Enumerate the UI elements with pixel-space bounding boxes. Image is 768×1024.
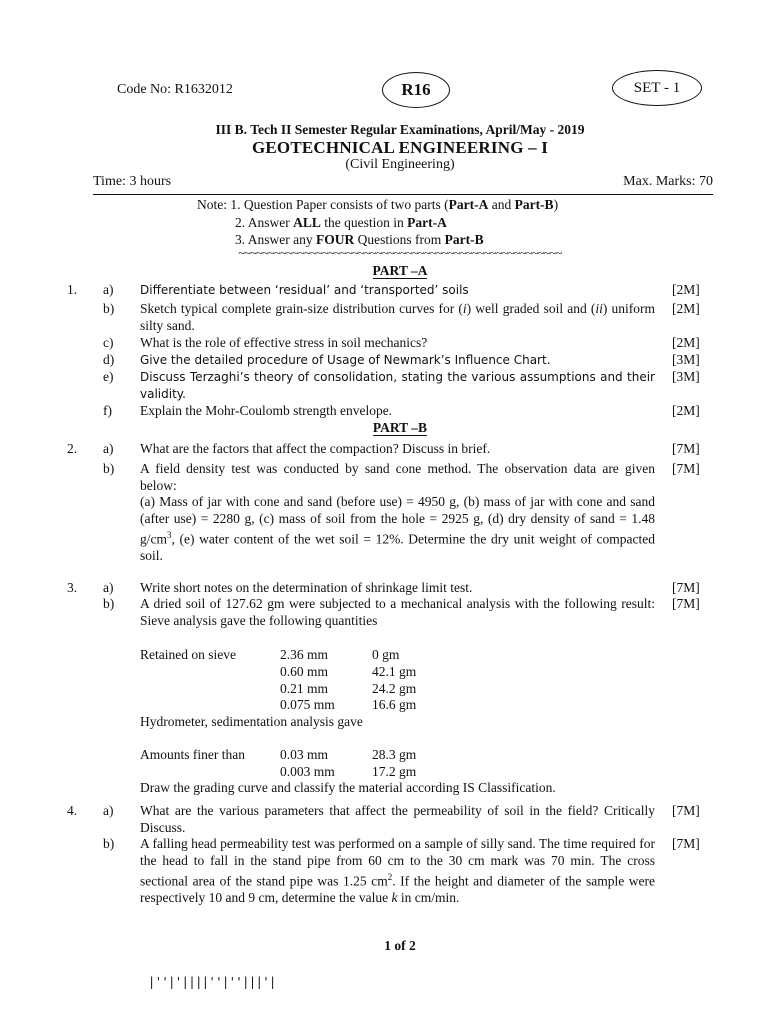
- note-line-1: [197, 196, 558, 214]
- subquestion-label: a): [103, 803, 114, 818]
- text-italic: k: [391, 890, 398, 905]
- note-text: Questions from: [354, 232, 445, 247]
- regulation-badge: R16: [382, 72, 450, 108]
- note-bold: Part-A: [448, 197, 489, 212]
- time-allowed: Time: 3 hours: [93, 174, 172, 189]
- subquestion-label: b): [103, 301, 115, 316]
- hydrometer-text: Hydrometer, sedimentation analysis gave: [140, 714, 363, 729]
- sieve-size: 0.60 mm: [280, 664, 329, 679]
- subquestion-label: b): [103, 596, 115, 611]
- question-number: 3.: [67, 580, 78, 595]
- note-text: 2. Answer: [235, 214, 294, 230]
- subject-title: GEOTECHNICAL ENGINEERING – I: [251, 138, 549, 157]
- question-marks: [7M]: [672, 580, 700, 595]
- question-text: Differentiate between ‘residual’ and ‘transported’ soils: [140, 283, 469, 297]
- question-marks: [3M]: [672, 352, 700, 367]
- subquestion-label: b): [103, 836, 115, 851]
- superscript: 2: [387, 872, 393, 882]
- note-text: ): [553, 197, 559, 212]
- subquestion-label: a): [103, 441, 114, 456]
- question-marks: [7M]: [672, 461, 700, 476]
- note-bold: ALL: [293, 214, 321, 230]
- separator-line: ~~~~~~~~~~~~~~~~~~~~~~~~~~~~~~~~~~~~~~~~~~~~~~~~~~~~~~: [238, 246, 562, 260]
- question-text: Write short notes on the determination of shrinkage limit test.: [140, 580, 473, 595]
- question-number: 1.: [67, 282, 78, 297]
- question-marks: [2M]: [672, 301, 700, 316]
- subquestion-label: b): [103, 461, 115, 476]
- sieve-mass: 0 gm: [372, 647, 400, 662]
- question-text: What are the various parameters that affect the permeability of soil in the field? Critically Discuss.: [140, 803, 655, 835]
- part-b-title: PART –B: [372, 420, 428, 435]
- question-marks: [2M]: [672, 403, 700, 418]
- page-number: 1 of 2: [384, 938, 416, 953]
- set-badge: SET - 1: [612, 70, 702, 106]
- subquestion-label: a): [103, 580, 114, 595]
- part-a-title: PART –A: [372, 263, 428, 278]
- question-text: [140, 836, 655, 907]
- note-bold: Part-B: [444, 232, 484, 247]
- note-bold: Part-B: [514, 197, 554, 212]
- subquestion-label: a): [103, 282, 114, 297]
- draw-instruction: Draw the grading curve and classify the material according IS Classification.: [140, 780, 556, 795]
- note-bold: Part-A: [407, 214, 447, 230]
- question-marks: [7M]: [672, 596, 700, 611]
- barcode: |''|'||||''|''|||'|: [148, 975, 276, 989]
- sieve-mass: 42.1 gm: [372, 664, 417, 679]
- finer-size: 0.03 mm: [280, 747, 329, 762]
- text-paragraph: A field density test was conducted by sand cone method. The observation data are given below:: [140, 461, 655, 493]
- question-marks: [7M]: [672, 803, 700, 818]
- question-marks: [2M]: [672, 282, 700, 297]
- text-segment: A falling head permeability test was performed on a sample of silly sand. The time required for the head to fall in the stand pipe from 60 cm to the 30 cm mark was 70 min. The cross sectional area of the stand pipe was 1.25 cm: [140, 836, 655, 889]
- finer-mass: 17.2 gm: [372, 764, 417, 779]
- note-line-2: [197, 214, 558, 232]
- sieve-mass: 16.6 gm: [372, 697, 417, 712]
- text-italic: ii: [595, 301, 603, 316]
- header-divider: [93, 194, 713, 195]
- max-marks: Max. Marks: 70: [623, 174, 713, 189]
- text-segment: Sketch typical complete grain-size distribution curves for (: [140, 301, 463, 316]
- question-marks: [2M]: [672, 335, 700, 350]
- note-text: and: [488, 197, 515, 212]
- text-segment: . If the height and diameter of the sample were respectively 10 and 9 cm, determine the value: [140, 873, 655, 905]
- question-text: Discuss Terzaghi’s theory of consolidation, stating the various assumptions and their validity.: [140, 370, 655, 401]
- exam-title: III B. Tech II Semester Regular Examinations, April/May - 2019: [215, 122, 585, 137]
- note-text: the question in: [320, 214, 408, 230]
- finer-label: Amounts finer than: [140, 747, 245, 762]
- question-marks: [7M]: [672, 441, 700, 456]
- text-segment: , (e) water content of the wet soil = 12%. Determine the dry unit weight of compacted soil.: [140, 531, 655, 563]
- part-b-heading: [0, 420, 768, 436]
- superscript: 3: [167, 530, 172, 540]
- question-marks: [3M]: [672, 369, 700, 384]
- question-number: 4.: [67, 803, 78, 818]
- question-text: What is the role of effective stress in soil mechanics?: [140, 335, 428, 350]
- code-number: Code No: R1632012: [117, 82, 233, 97]
- finer-mass: 28.3 gm: [372, 747, 417, 762]
- sieve-size: 0.075 mm: [280, 697, 335, 712]
- finer-size: 0.003 mm: [280, 764, 335, 779]
- note-text: 3. Answer any: [235, 232, 316, 247]
- sieve-size: 0.21 mm: [280, 681, 329, 696]
- question-text: [140, 301, 655, 334]
- subquestion-label: e): [103, 369, 114, 384]
- sieve-size: 2.36 mm: [280, 647, 329, 662]
- question-text: What are the factors that affect the compaction? Discuss in brief.: [140, 441, 491, 456]
- text-segment: (a) Mass of jar with cone and sand (before use) = 4950 g, (b) mass of jar with cone and sand (after use) = 2280 g, (c) mass of soil from the hole = 2925 g, (d) dry density of sand = 1.48 g/cm: [140, 494, 655, 547]
- subquestion-label: f): [103, 403, 112, 418]
- text-segment: in cm/min.: [397, 890, 460, 905]
- question-text: [140, 461, 655, 565]
- branch-name: (Civil Engineering): [345, 157, 455, 172]
- question-marks: [7M]: [672, 836, 700, 851]
- note-bold: FOUR: [316, 232, 355, 247]
- sieve-label: Retained on sieve: [140, 647, 236, 662]
- text-segment: ) well graded soil and (: [466, 301, 596, 316]
- part-a-heading: [0, 263, 768, 279]
- question-number: 2.: [67, 441, 78, 456]
- text-italic: i: [462, 301, 467, 316]
- question-text: Give the detailed procedure of Usage of Newmark’s Influence Chart.: [140, 353, 551, 367]
- subquestion-label: c): [103, 335, 114, 350]
- instructions-note: [197, 196, 558, 249]
- text-paragraph: [140, 494, 655, 565]
- subquestion-label: d): [103, 352, 115, 367]
- note-text: Note: 1. Question Paper consists of two parts (: [197, 197, 449, 212]
- question-text: A dried soil of 127.62 gm were subjected to a mechanical analysis with the following result: Sieve analysis gave the following quantities: [140, 596, 655, 628]
- text-segment: ) uniform silty sand.: [140, 301, 655, 333]
- sieve-mass: 24.2 gm: [372, 681, 417, 696]
- question-text: Explain the Mohr-Coulomb strength envelope.: [140, 403, 393, 418]
